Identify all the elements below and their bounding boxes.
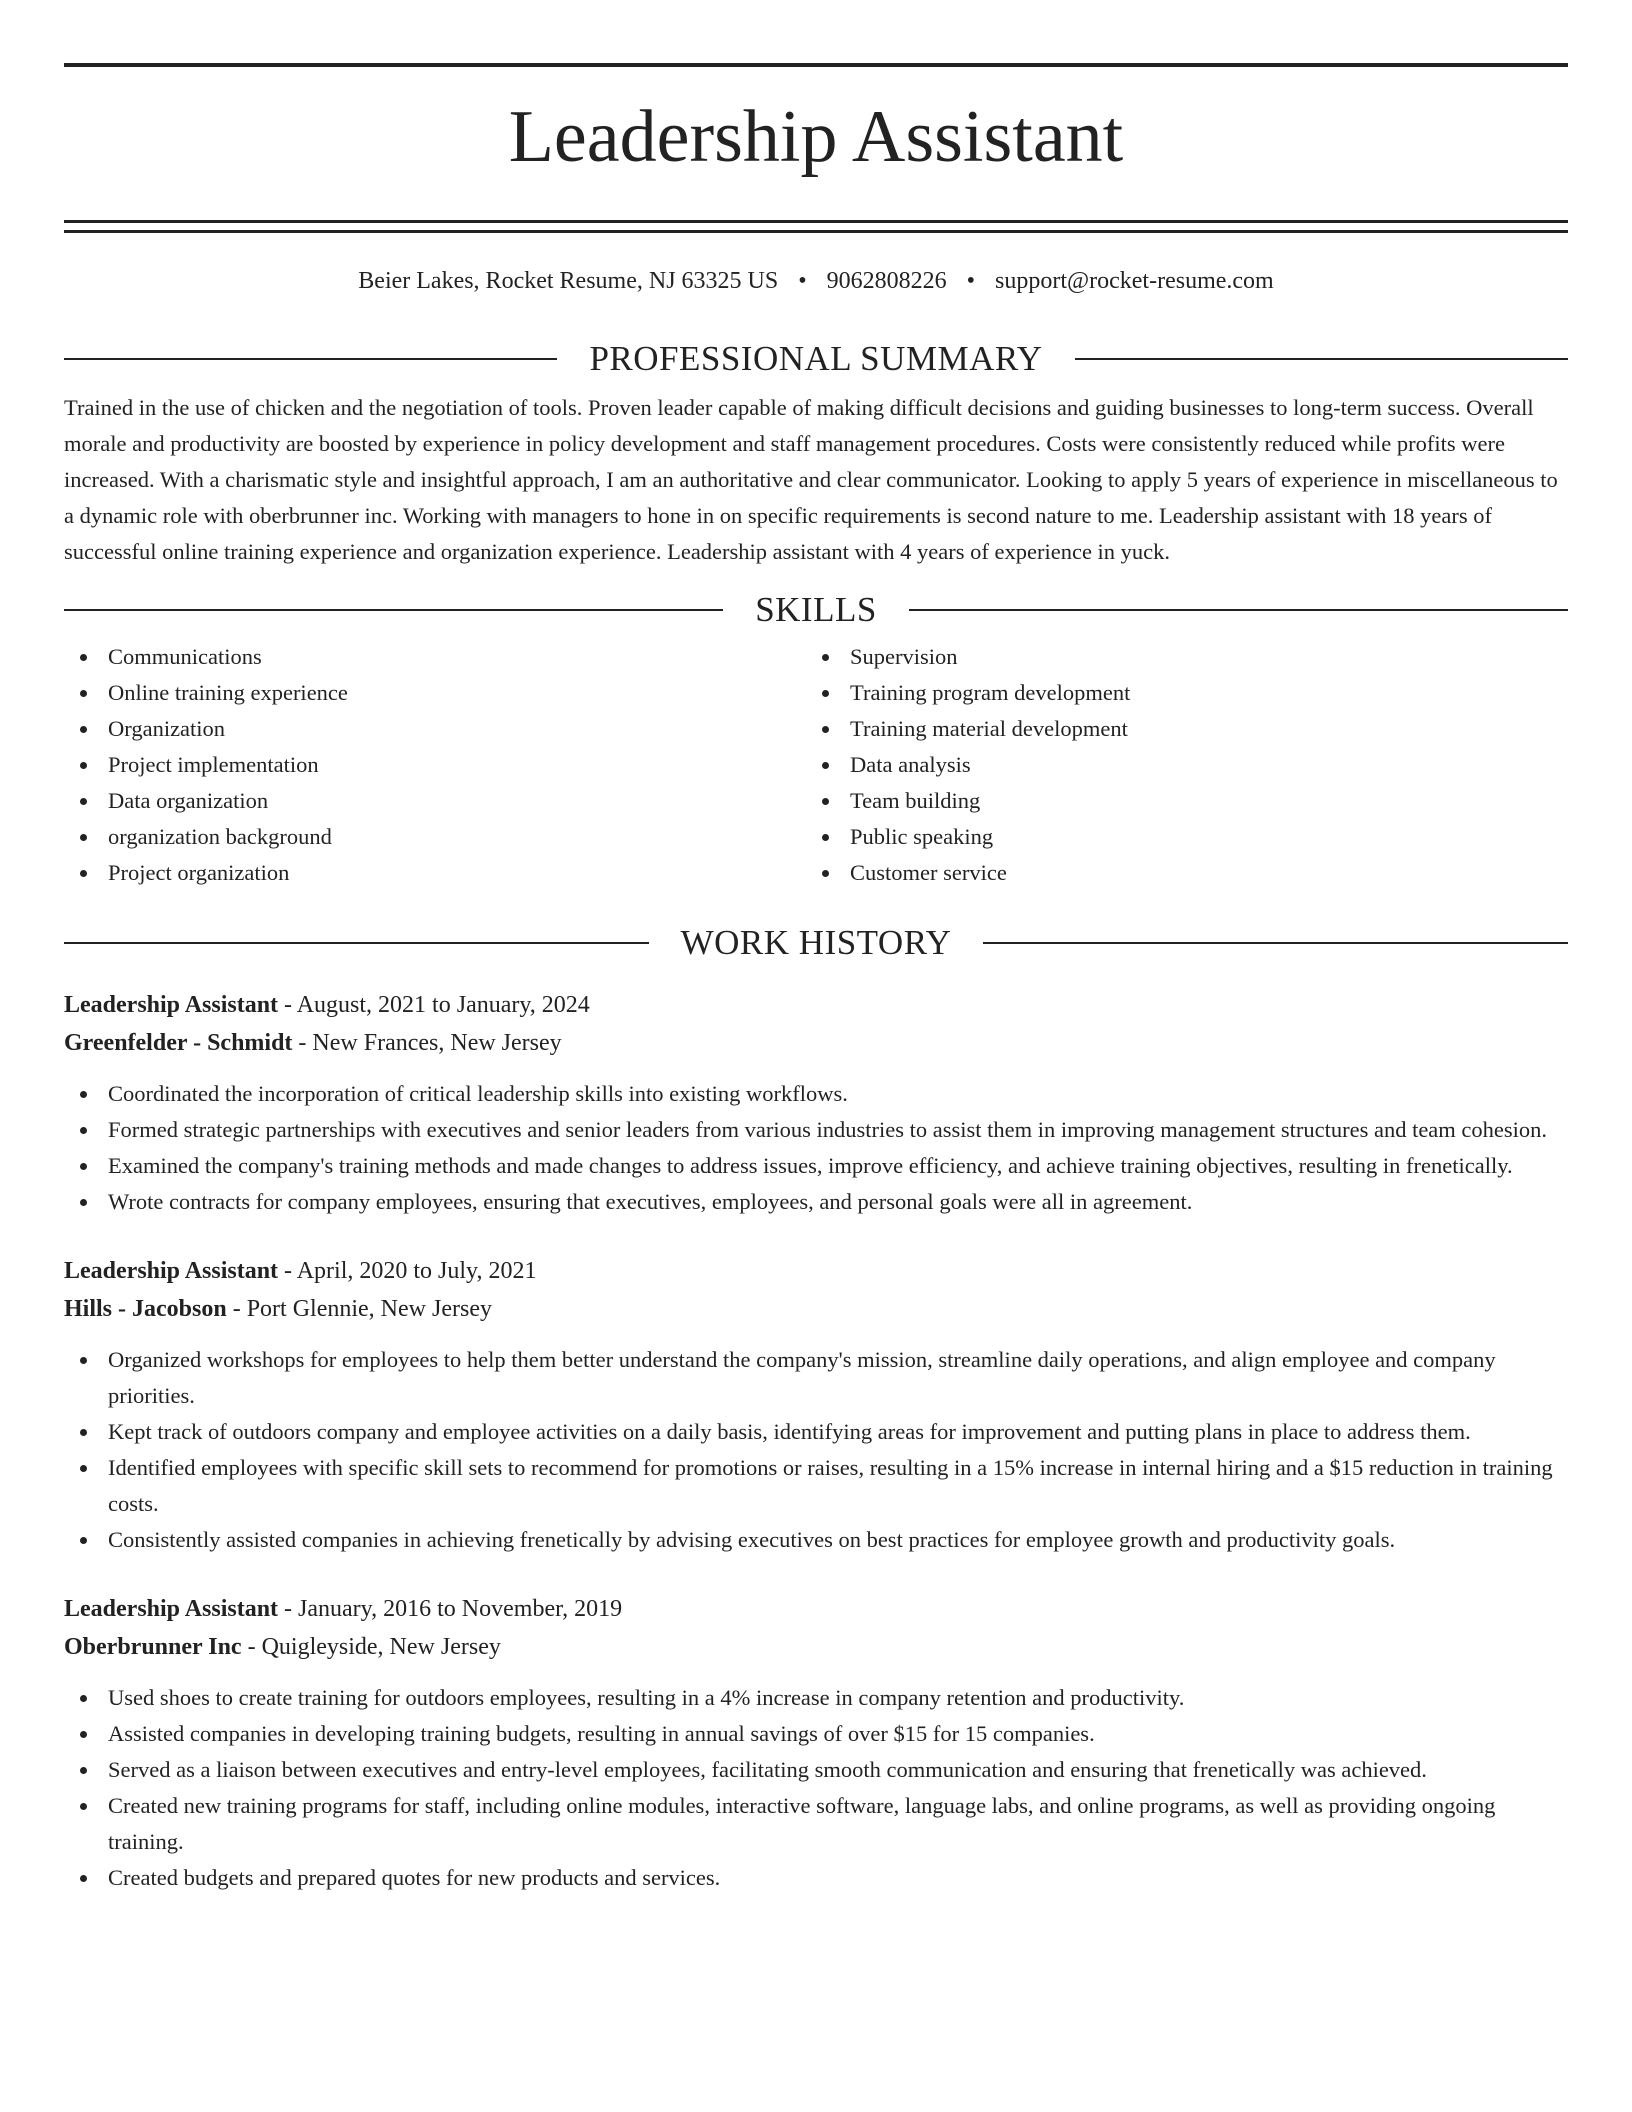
header-bottom-rule-2 <box>64 230 1568 233</box>
job-company: Oberbrunner Inc <box>64 1634 242 1660</box>
job-bullet: Created new training programs for staff, including online modules, interactive software, language labs, and online programs, as well as providing ongoing training. <box>64 1788 1568 1860</box>
contact-separator: • <box>798 268 807 294</box>
section-header-skills <box>64 592 1568 627</box>
job-entry <box>64 1252 1568 1558</box>
job-bullet: Identified employees with specific skill sets to recommend for promotions or raises, resulting in a 15% increase in internal hiring and a $15 reduction in training costs. <box>64 1450 1568 1522</box>
job-bullet: Used shoes to create training for outdoors employees, resulting in a 4% increase in company retention and productivity. <box>64 1680 1568 1716</box>
job-title-line <box>64 986 1568 1024</box>
skill-item: Training material development <box>806 711 1548 747</box>
job-location: - Quigleyside, New Jersey <box>241 1634 501 1660</box>
job-title-line <box>64 1252 1568 1290</box>
contact-email[interactable]: support@rocket-resume.com <box>995 268 1274 294</box>
job-company-line <box>64 1628 1568 1666</box>
job-bullet: Formed strategic partnerships with executives and senior leaders from various industries to assist them in improving management structures and team cohesion. <box>64 1112 1568 1148</box>
job-company-line <box>64 1290 1568 1328</box>
job-location: - Port Glennie, New Jersey <box>226 1296 492 1322</box>
section-divider <box>64 609 723 611</box>
section-divider <box>64 942 649 944</box>
skill-item: Organization <box>64 711 806 747</box>
job-dates: - January, 2016 to November, 2019 <box>278 1596 623 1622</box>
skill-item: organization background <box>64 819 806 855</box>
job-entry <box>64 986 1568 1220</box>
job-company: Hills - Jacobson <box>64 1296 227 1322</box>
skill-item: Project organization <box>64 855 806 891</box>
skill-item: Supervision <box>806 639 1548 675</box>
job-bullets <box>64 1076 1568 1220</box>
job-bullet: Created budgets and prepared quotes for new products and services. <box>64 1860 1568 1896</box>
skill-item: Customer service <box>806 855 1548 891</box>
skills-list <box>64 639 1568 891</box>
section-header-summary <box>64 341 1568 376</box>
contact-line <box>64 269 1568 297</box>
skill-item: Project implementation <box>64 747 806 783</box>
section-divider <box>64 358 557 360</box>
job-company: Greenfelder - Schmidt <box>64 1030 293 1056</box>
job-bullet: Consistently assisted companies in achieving frenetically by advising executives on best practices for employee growth and productivity goals. <box>64 1522 1568 1558</box>
section-title-summary: PROFESSIONAL SUMMARY <box>589 339 1043 378</box>
section-header-work <box>64 925 1568 960</box>
job-bullet: Served as a liaison between executives and entry-level employees, facilitating smooth communication and ensuring that frenetically was achieved. <box>64 1752 1568 1788</box>
section-divider <box>983 942 1568 944</box>
section-divider <box>1075 358 1568 360</box>
job-bullet: Coordinated the incorporation of critical leadership skills into existing workflows. <box>64 1076 1568 1112</box>
job-bullet: Kept track of outdoors company and employee activities on a daily basis, identifying areas for improvement and putting plans in place to address them. <box>64 1414 1568 1450</box>
skills-column-right <box>806 639 1548 891</box>
skill-item: Training program development <box>806 675 1548 711</box>
contact-phone[interactable]: 9062808226 <box>826 268 947 294</box>
skill-item: Online training experience <box>64 675 806 711</box>
section-divider <box>909 609 1568 611</box>
job-entry <box>64 1590 1568 1896</box>
contact-address: Beier Lakes, Rocket Resume, NJ 63325 US <box>358 268 779 294</box>
skill-item: Communications <box>64 639 806 675</box>
job-title: Leadership Assistant <box>64 1596 279 1622</box>
header-bottom-rule <box>64 220 1568 223</box>
skill-item: Data analysis <box>806 747 1548 783</box>
job-title: Leadership Assistant <box>64 1258 279 1284</box>
skill-item: Team building <box>806 783 1548 819</box>
job-location: - New Frances, New Jersey <box>292 1030 562 1056</box>
job-title: Leadership Assistant <box>64 992 279 1018</box>
summary-text: Trained in the use of chicken and the negotiation of tools. Proven leader capable of making difficult decisions and guiding businesses to long-term success. Overall morale and productivity are boosted by experience in policy development and staff management procedures. Costs were consistently reduced while profits were increased. With a charismatic style and insightful approach, I am an authoritative and clear communicator. Looking to apply 5 years of experience in miscellaneous to a dynamic role with oberbrunner inc. Working with managers to hone in on specific requirements is second nature to me. Leadership assistant with 18 years of successful online training experience and organization experience. Leadership assistant with 4 years of experience in yuck. <box>64 395 1558 564</box>
section-title-skills: SKILLS <box>755 590 877 629</box>
skills-column-left <box>64 639 806 891</box>
job-dates: - August, 2021 to January, 2024 <box>278 992 590 1018</box>
job-bullet: Wrote contracts for company employees, ensuring that executives, employees, and personal goals were all in agreement. <box>64 1184 1568 1220</box>
skill-item: Data organization <box>64 783 806 819</box>
job-bullets <box>64 1680 1568 1896</box>
page-title: Leadership Assistant <box>508 96 1124 178</box>
job-bullet: Assisted companies in developing training budgets, resulting in annual savings of over $15 for 15 companies. <box>64 1716 1568 1752</box>
contact-separator: • <box>966 268 976 294</box>
job-company-line <box>64 1024 1568 1062</box>
job-bullet: Examined the company's training methods and made changes to address issues, improve efficiency, and achieve training objectives, resulting in frenetically. <box>64 1148 1568 1184</box>
header-top-rule <box>64 63 1568 67</box>
job-title-line <box>64 1590 1568 1628</box>
job-bullet: Organized workshops for employees to help them better understand the company's mission, streamline daily operations, and align employee and company priorities. <box>64 1342 1568 1414</box>
section-title-work: WORK HISTORY <box>680 923 952 962</box>
job-bullets <box>64 1342 1568 1558</box>
resume-page <box>64 0 1568 1896</box>
skill-item: Public speaking <box>806 819 1548 855</box>
job-dates: - April, 2020 to July, 2021 <box>278 1258 537 1284</box>
